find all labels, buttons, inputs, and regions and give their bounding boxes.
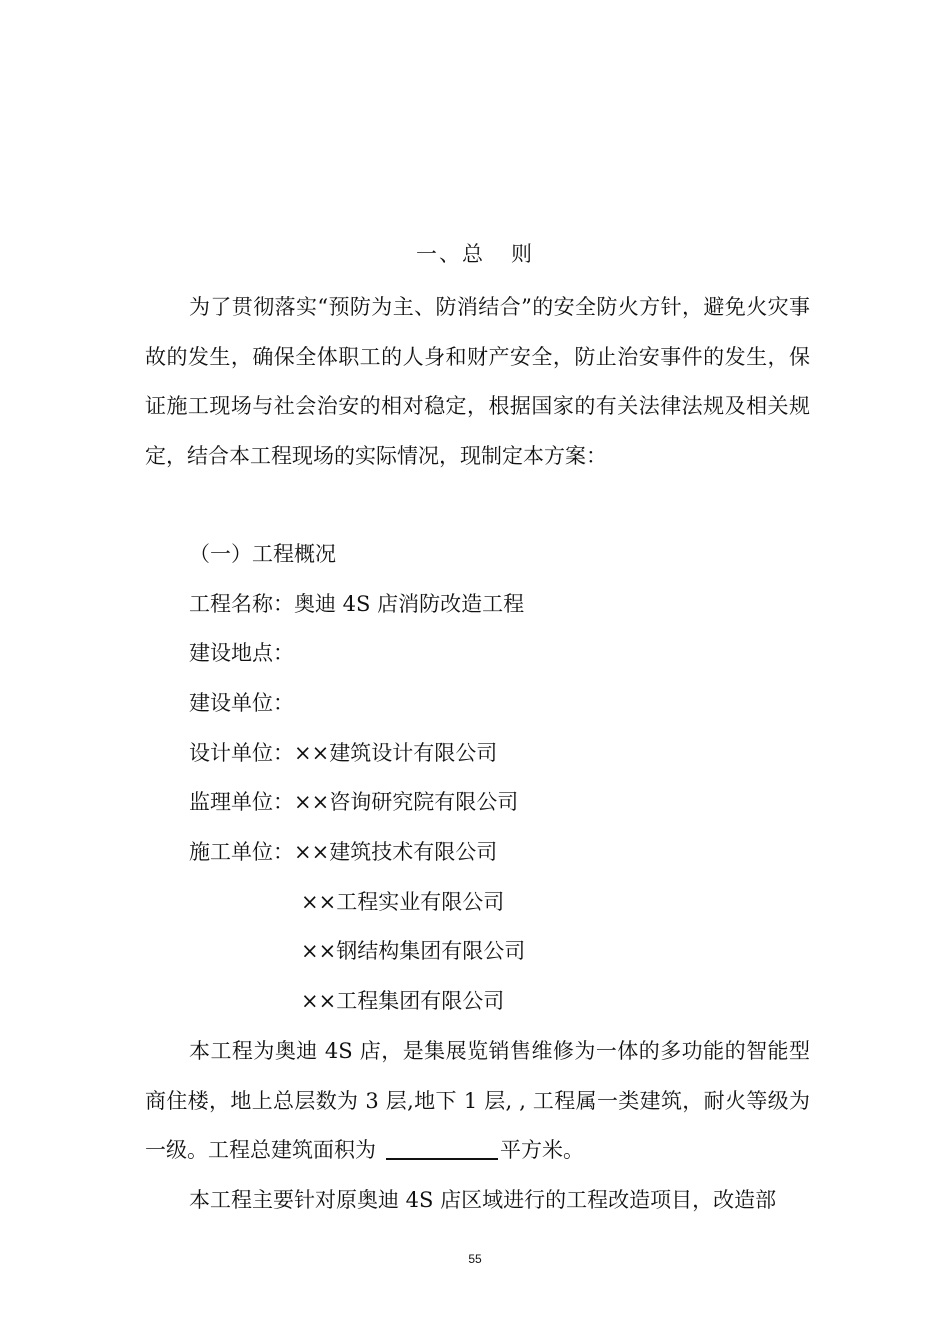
field-contractor [189, 837, 497, 867]
heading-part-2: 则 [511, 242, 534, 266]
project-description [145, 1027, 810, 1176]
field-location [189, 638, 294, 668]
heading-part-1: 一、总 [416, 242, 485, 266]
contractor-extra-3: ××工程集团有限公司 [301, 989, 505, 1013]
contractor-extra-2: ××钢结构集团有限公司 [301, 939, 526, 963]
field-project-name [189, 589, 524, 619]
intro-paragraph: 为了贯彻落实“预防为主、防消结合”的安全防火方针，避免火灾事故的发生，确保全体职工的人身和财产安全，防止治安事件的发生，保证施工现场与社会治安的相对稳定，根据国家的有关法律法规及相关规定，结合本工程现场的实际情况，现制定本方案： [145, 295, 810, 468]
scope-paragraph: 本工程主要针对原奥迪 4S 店区域进行的工程改造项目，改造部 [189, 1188, 777, 1212]
field-supervisor [189, 787, 518, 817]
contractor-extra-1: ××工程实业有限公司 [301, 890, 505, 914]
chapter-heading [0, 238, 950, 268]
field-label: 建设地点： [189, 641, 294, 665]
section-title: （一）工程概况 [189, 542, 336, 566]
field-owner [189, 688, 294, 718]
field-value: ××咨询研究院有限公司 [294, 790, 519, 814]
description-text: 本工程为奥迪 4S 店，是集展览销售维修为一体的多功能的智能型商住楼，地上总层数为 3 层,地下 1 层, , 工程属一类建筑，耐火等级为一级。工程总建筑面积为 [145, 1039, 810, 1163]
area-unit: 平方米。 [500, 1138, 584, 1163]
field-label: 设计单位： [189, 741, 294, 765]
field-label: 建设单位： [189, 691, 294, 715]
field-label: 工程名称： [189, 592, 294, 616]
field-designer [189, 738, 497, 768]
field-value: ××建筑设计有限公司 [294, 741, 498, 765]
field-value: 奥迪 4S 店消防改造工程 [294, 592, 525, 616]
page-number: 55 [468, 1252, 482, 1266]
field-label: 施工单位： [189, 840, 294, 864]
field-value: ××建筑技术有限公司 [294, 840, 498, 864]
area-blank-line [386, 1138, 498, 1160]
field-label: 监理单位： [189, 790, 294, 814]
